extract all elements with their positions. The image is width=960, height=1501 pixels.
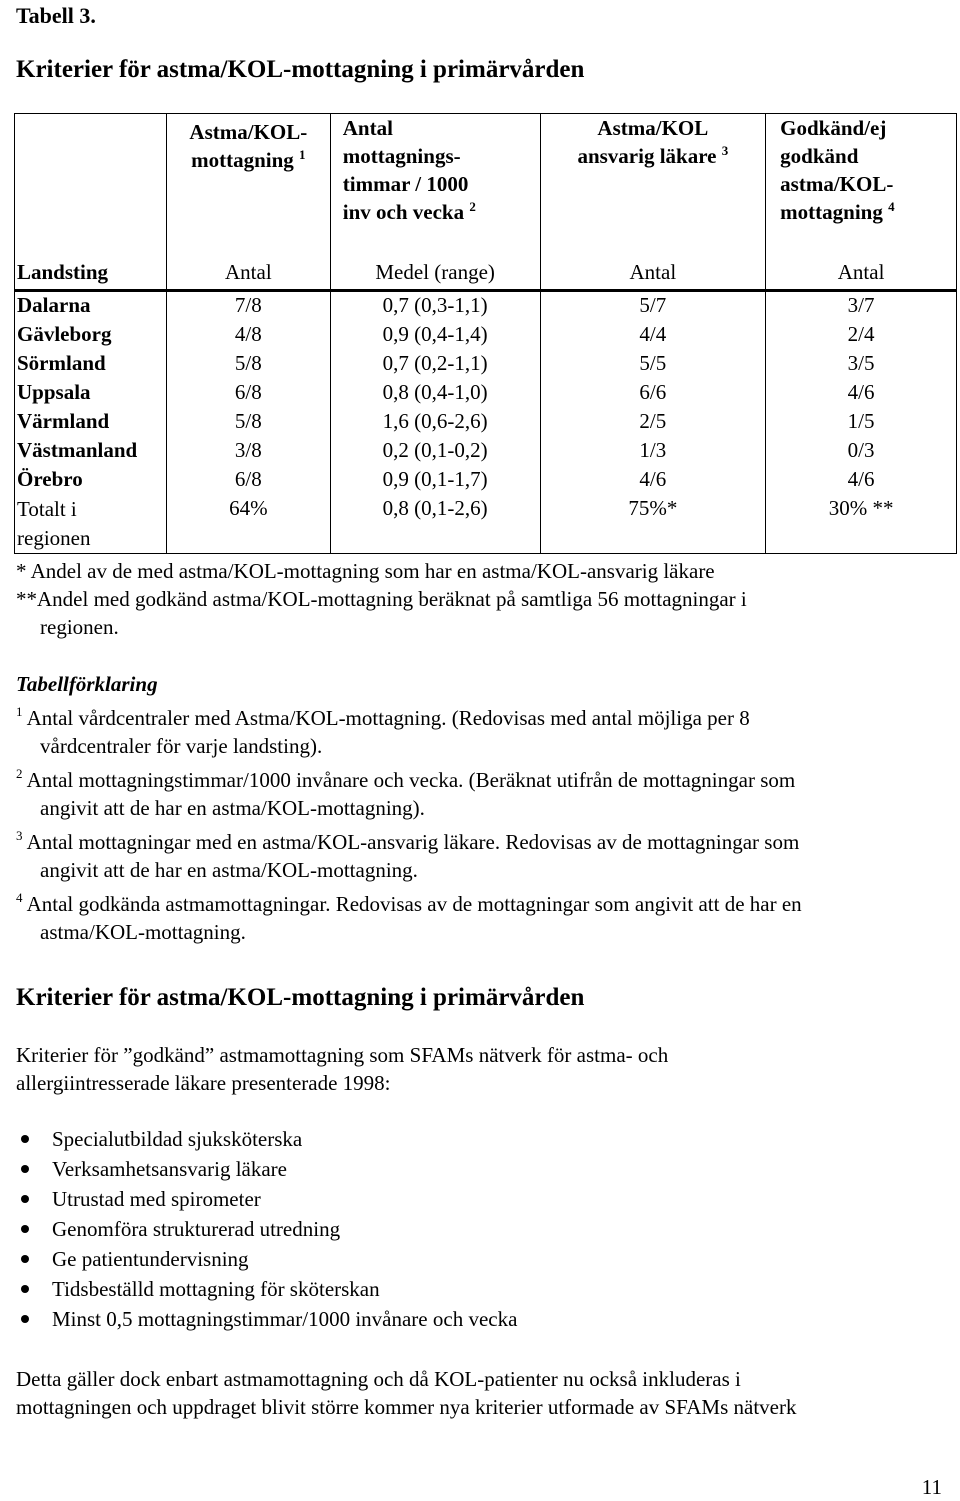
cell: 6/8 (166, 466, 330, 495)
row-label: Gävleborg (15, 321, 167, 350)
list-item: Verksamhetsansvarig läkare (16, 1154, 517, 1184)
units-col-1: Antal (166, 259, 330, 291)
total-cell: 75%* (540, 495, 766, 554)
total-label: Totalt i regionen (15, 495, 167, 554)
table-total-row (15, 495, 957, 554)
total-cell: 0,8 (0,1-2,6) (330, 495, 540, 554)
cell: 4/6 (766, 466, 957, 495)
explanation-heading: Tabellförklaring (16, 672, 158, 696)
cell: 4/6 (540, 466, 766, 495)
explanation-item-2-cont: angivit att de har en astma/KOL-mottagning). (40, 796, 425, 820)
list-item: Specialutbildad sjuksköterska (16, 1124, 517, 1154)
table-row (15, 379, 957, 408)
explanation-item-4: $^4$ Antal godkända astmamottagningar. Redovisas av de mottagningar som angivit att de har en (16, 890, 802, 916)
units-col-2: Medel (range) (330, 259, 540, 291)
cell: 0,9 (0,1-1,7) (330, 466, 540, 495)
row-label: Sörmland (15, 350, 167, 379)
table-header-row (15, 114, 957, 260)
list-item: Tidsbeställd mottagning för sköterskan (16, 1274, 517, 1304)
cell: 2/5 (540, 408, 766, 437)
row-label: Uppsala (15, 379, 167, 408)
page-title: Kriterier för astma/KOL-mottagning i primärvården (16, 56, 585, 83)
table-row (15, 291, 957, 322)
explanation-item-3-cont: angivit att de har en astma/KOL-mottagning. (40, 858, 418, 882)
explanation-item-2: $^2$ Antal mottagningstimmar/1000 invånare och vecka. (Beräknat utifrån de mottagningar som (16, 766, 796, 792)
row-label: Örebro (15, 466, 167, 495)
cell: 3/8 (166, 437, 330, 466)
bullet-icon (21, 1255, 29, 1263)
bullet-icon (21, 1315, 29, 1323)
cell: 6/6 (540, 379, 766, 408)
units-landsting: Landsting (15, 259, 167, 291)
cell: 2/4 (766, 321, 957, 350)
list-item: Ge patientundervisning (16, 1244, 517, 1274)
row-label: Västmanland (15, 437, 167, 466)
table-row (15, 408, 957, 437)
bullet-icon (21, 1195, 29, 1203)
header-col-3: Astma/KOL ansvarig läkare $^3$ (540, 114, 766, 260)
cell: 3/7 (766, 291, 957, 322)
cell: 1,6 (0,6-2,6) (330, 408, 540, 437)
cell: 1/3 (540, 437, 766, 466)
total-cell: 64% (166, 495, 330, 554)
row-label: Dalarna (15, 291, 167, 322)
cell: 6/8 (166, 379, 330, 408)
cell: 4/6 (766, 379, 957, 408)
outro-line: Detta gäller dock enbart astmamottagning och då KOL-patienter nu också inkluderas i (16, 1367, 741, 1391)
cell: 5/8 (166, 408, 330, 437)
cell: 4/8 (166, 321, 330, 350)
table-row (15, 466, 957, 495)
cell: 0,8 (0,4-1,0) (330, 379, 540, 408)
bullet-icon (21, 1225, 29, 1233)
explanation-item-1-cont: vårdcentraler för varje landsting). (40, 734, 323, 758)
header-col-1: Astma/KOL- mottagning $^1$ (166, 114, 330, 260)
table-row (15, 437, 957, 466)
list-item: Utrustad med spirometer (16, 1184, 517, 1214)
section-intro (16, 1041, 946, 1097)
outro-line: mottagningen och uppdraget blivit större kommer nya kriterier utformade av SFAMs nätverk (16, 1395, 797, 1419)
header-blank (15, 114, 167, 260)
section-outro (16, 1365, 946, 1421)
explanation-item-3: $^3$ Antal mottagningar med en astma/KOL-ansvarig läkare. Redovisas av de mottagningar som (16, 828, 800, 854)
total-cell: 30% ** (766, 495, 957, 554)
cell: 1/5 (766, 408, 957, 437)
explanation-item-1: $^1$ Antal vårdcentraler med Astma/KOL-mottagning. (Redovisas med antal möjliga per 8 (16, 704, 750, 730)
row-label: Värmland (15, 408, 167, 437)
units-col-3: Antal (540, 259, 766, 291)
cell: 5/8 (166, 350, 330, 379)
list-item: Genomföra strukturerad utredning (16, 1214, 517, 1244)
table-explanation (16, 670, 946, 946)
section-heading: Kriterier för astma/KOL-mottagning i primärvården (16, 984, 585, 1011)
page-number: 11 (921, 1475, 942, 1499)
table-notes (16, 557, 946, 641)
cell: 0,7 (0,3-1,1) (330, 291, 540, 322)
list-item: Minst 0,5 mottagningstimmar/1000 invånare och vecka (16, 1304, 517, 1334)
cell: 4/4 (540, 321, 766, 350)
table-row (15, 321, 957, 350)
note-star: * Andel av de med astma/KOL-mottagning som har en astma/KOL-ansvarig läkare (16, 559, 715, 583)
criteria-table (14, 113, 957, 554)
bullet-icon (21, 1285, 29, 1293)
table-caption: Tabell 3. (16, 3, 96, 28)
cell: 0,9 (0,4-1,4) (330, 321, 540, 350)
note-double-star: **Andel med godkänd astma/KOL-mottagning beräknat på samtliga 56 mottagningar i (16, 587, 747, 611)
cell: 0/3 (766, 437, 957, 466)
cell: 5/7 (540, 291, 766, 322)
note-double-star-cont: regionen. (40, 615, 119, 639)
cell: 0,2 (0,1-0,2) (330, 437, 540, 466)
intro-line: allergiintresserade läkare presenterade 1998: (16, 1071, 391, 1095)
cell: 3/5 (766, 350, 957, 379)
criteria-list (16, 1124, 517, 1334)
header-col-4: Godkänd/ej godkänd astma/KOL- mottagning $^4$ (766, 114, 957, 260)
header-col-2: Antal mottagnings- timmar / 1000 inv och vecka $^2$ (330, 114, 540, 260)
cell: 0,7 (0,2-1,1) (330, 350, 540, 379)
units-col-4: Antal (766, 259, 957, 291)
cell: 7/8 (166, 291, 330, 322)
cell: 5/5 (540, 350, 766, 379)
table-row (15, 350, 957, 379)
bullet-icon (21, 1135, 29, 1143)
explanation-item-4-cont: astma/KOL-mottagning. (40, 920, 246, 944)
table-units-row (15, 259, 957, 291)
bullet-icon (21, 1165, 29, 1173)
intro-line: Kriterier för ”godkänd” astmamottagning som SFAMs nätverk för astma- och (16, 1043, 669, 1067)
